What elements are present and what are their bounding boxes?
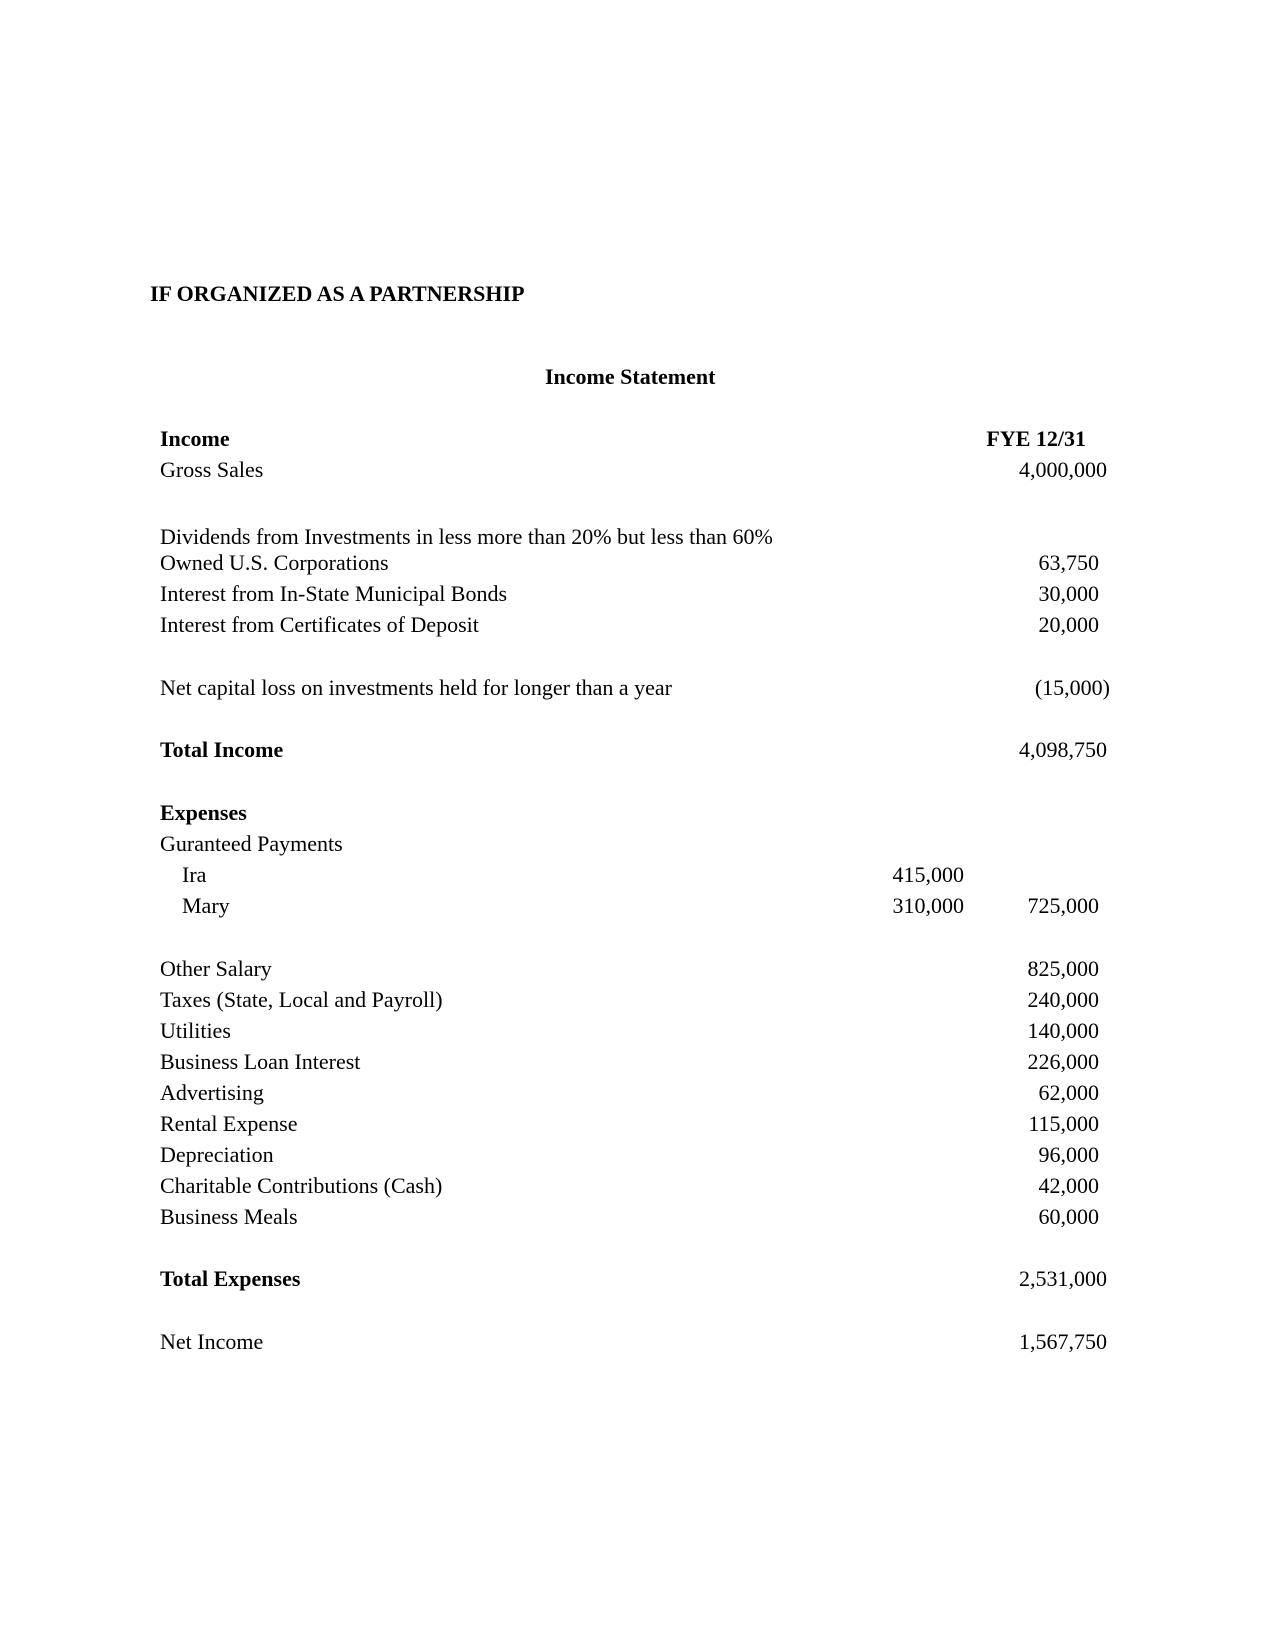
expense-item-value: 226,000 (1027, 1049, 1099, 1074)
guaranteed-mary-value: 310,000 (892, 893, 964, 918)
muni-interest-value: 30,000 (1038, 581, 1099, 606)
total-income-value: 4,098,750 (1019, 737, 1107, 762)
cd-interest-label: Interest from Certificates of Deposit (160, 612, 479, 637)
expense-item-label: Other Salary (160, 956, 272, 981)
net-income-label: Net Income (160, 1329, 264, 1354)
guaranteed-payments-label: Guranteed Payments (160, 831, 343, 856)
guaranteed-ira-value: 415,000 (892, 862, 964, 887)
capital-loss-label: Net capital loss on investments held for longer than a year (160, 675, 672, 700)
expense-item-label: Advertising (160, 1080, 264, 1105)
expense-item-value: 42,000 (1038, 1173, 1099, 1198)
expense-item-value: 115,000 (1028, 1111, 1099, 1136)
expense-item-value: 140,000 (1027, 1018, 1099, 1043)
expense-item-label: Taxes (State, Local and Payroll) (160, 987, 443, 1012)
dividends-value: 63,750 (1038, 550, 1099, 575)
capital-loss-value: (15,000) (1034, 675, 1110, 700)
expense-item-value: 62,000 (1038, 1080, 1099, 1105)
guaranteed-ira-label: Ira (182, 862, 207, 887)
guaranteed-total-value: 725,000 (1027, 893, 1099, 918)
expense-item-label: Rental Expense (160, 1111, 298, 1136)
expense-item-value: 60,000 (1038, 1204, 1099, 1229)
income-section-label: Income (160, 426, 230, 451)
expense-item-label: Business Loan Interest (160, 1049, 361, 1074)
guaranteed-mary-label: Mary (182, 893, 230, 918)
dividends-label-line2: Owned U.S. Corporations (160, 550, 389, 575)
expense-item-value: 240,000 (1027, 987, 1099, 1012)
expense-item-label: Depreciation (160, 1142, 274, 1167)
total-expenses-value: 2,531,000 (1019, 1266, 1107, 1291)
document-heading: IF ORGANIZED AS A PARTNERSHIP (150, 281, 525, 306)
muni-interest-label: Interest from In-State Municipal Bonds (160, 581, 508, 606)
expense-item-label: Charitable Contributions (Cash) (160, 1173, 443, 1198)
expense-item-value: 96,000 (1038, 1142, 1099, 1167)
column-header: FYE 12/31 (986, 426, 1086, 451)
gross-sales-label: Gross Sales (160, 457, 264, 482)
expenses-section-label: Expenses (160, 800, 247, 825)
cd-interest-value: 20,000 (1038, 612, 1099, 637)
gross-sales-value: 4,000,000 (1019, 457, 1107, 482)
expense-item-value: 825,000 (1027, 956, 1099, 981)
expense-item-label: Utilities (160, 1018, 231, 1043)
total-income-label: Total Income (160, 737, 284, 762)
total-expenses-label: Total Expenses (160, 1266, 301, 1291)
net-income-value: 1,567,750 (1019, 1329, 1107, 1354)
dividends-label-line1: Dividends from Investments in less more than 20% but less than 60% (160, 524, 773, 549)
statement-title: Income Statement (545, 364, 716, 389)
expense-item-label: Business Meals (160, 1204, 298, 1229)
